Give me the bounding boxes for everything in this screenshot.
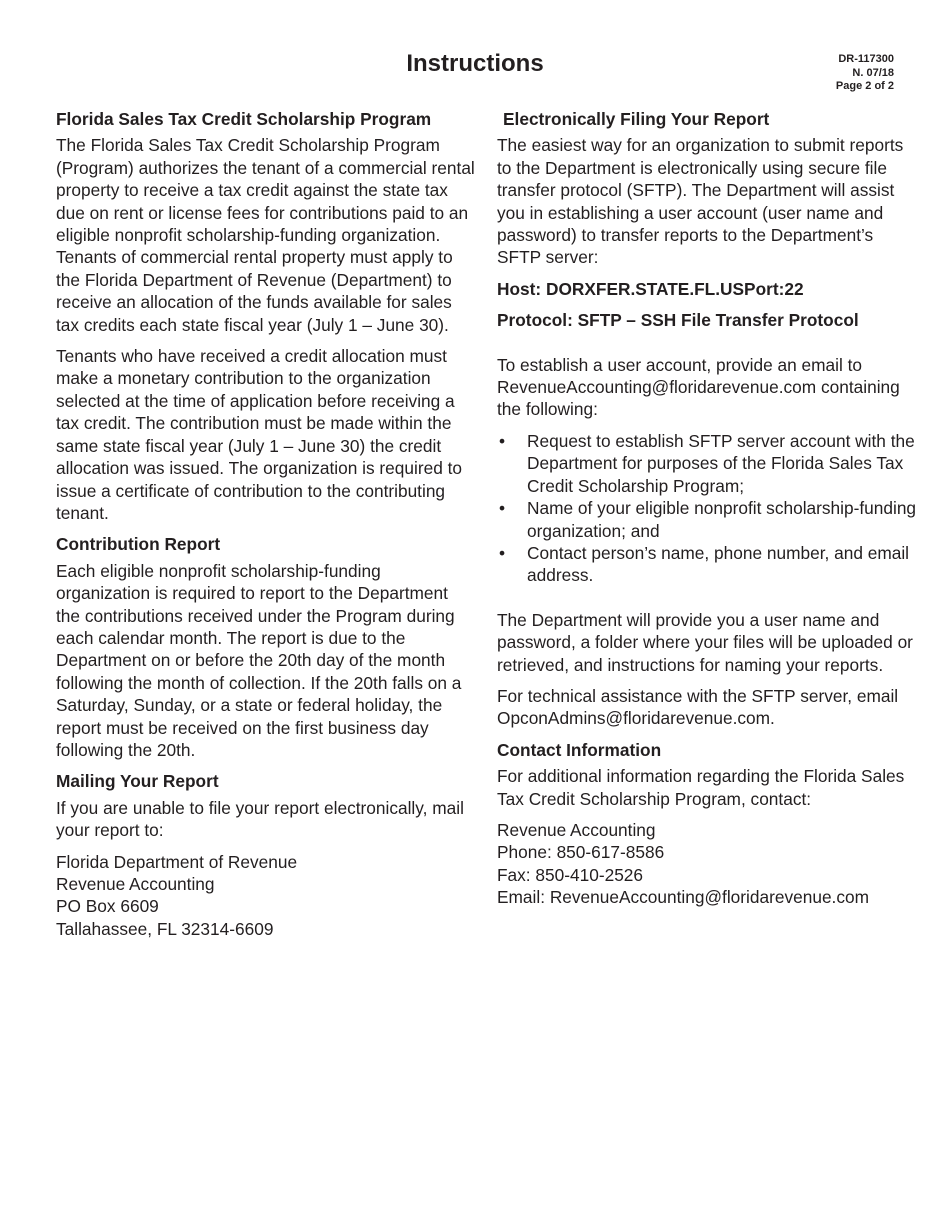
form-revision: N. 07/18 (852, 66, 894, 79)
contact-line: Email: RevenueAccounting@floridarevenue.com (497, 887, 870, 908)
contact-line: Revenue Accounting (497, 819, 656, 840)
contribution-paragraph: Each eligible nonprofit scholarship-funding organization is required to report to the Department the contributions received under the Program during each calendar month. The report is due to the Department on or before the 20th day of the month following the month of collection. If the 20th falls on a Saturday, Sunday, or a state or federal holiday, the report must be received on the first business day following the 20th. (56, 560, 462, 760)
bullet-icon: • (499, 498, 506, 519)
contact-line: Fax: 850-410-2526 (497, 864, 644, 885)
mailing-heading: Mailing Your Report (56, 771, 219, 792)
list-item (497, 497, 917, 542)
sftp-protocol: Protocol: SFTP – SSH File Transfer Protocol (497, 310, 859, 331)
efile-paragraph-4: For technical assistance with the SFTP server, email OpconAdmins@floridarevenue.com. (497, 685, 899, 729)
efile-paragraph-3: The Department will provide you a user name and password, a folder where your files will be uploaded or retrieved, and instructions for naming your reports. (497, 609, 913, 675)
contribution-heading: Contribution Report (56, 534, 221, 555)
program-heading: Florida Sales Tax Credit Scholarship Program (56, 109, 432, 129)
page-title: Instructions (406, 50, 544, 77)
bullet-icon: • (499, 430, 506, 451)
efile-paragraph-1: The easiest way for an organization to submit reports to the Department is electronically using secure file transfer protocol (SFTP). The Department will assist you in establishing a user account (user name and password) to transfer reports to the Department’s SFTP server: (497, 135, 904, 268)
list-item-text: Request to establish SFTP server account with the Department for purposes of the Florida Sales Tax Credit Scholarship Program; (527, 430, 915, 496)
program-paragraph-1: The Florida Sales Tax Credit Scholarship Program (Program) authorizes the tenant of a commercial rental property to receive a tax credit against the state tax due on rent or license fees for contributions paid to an eligible nonprofit scholarship-funding organization. Tenants of commercial rental property must apply to the Florida Department of Revenue (Department) to receive an allocation of the funds available for sales tax credits each state fiscal year (July 1 – June 30). (56, 135, 475, 335)
sftp-host: Host: DORXFER.STATE.FL.USPort:22 (497, 278, 804, 299)
left-column (56, 108, 476, 949)
page-number: Page 2 of 2 (835, 80, 894, 92)
address-line: Revenue Accounting (56, 874, 215, 894)
list-item-text: Contact person’s name, phone number, and email address. (527, 542, 910, 586)
list-item-text: Name of your eligible nonprofit scholarship-funding organization; and (527, 498, 917, 541)
efile-paragraph-2: To establish a user account, provide an email to RevenueAccounting@floridarevenue.com containing the following: (497, 354, 900, 420)
contact-heading: Contact Information (497, 739, 662, 760)
form-number: DR-117300 (838, 53, 894, 65)
mailing-address (56, 851, 476, 941)
list-item (497, 430, 917, 497)
efile-heading: Electronically Filing Your Report (503, 109, 770, 129)
right-column (497, 108, 917, 918)
list-item (497, 542, 917, 587)
requirements-list (497, 430, 917, 587)
bullet-icon: • (499, 542, 506, 563)
address-line: Florida Department of Revenue (56, 851, 298, 872)
form-identifier (836, 53, 894, 94)
mailing-paragraph: If you are unable to file your report electronically, mail your report to: (56, 797, 464, 841)
contact-paragraph: For additional information regarding the Florida Sales Tax Credit Scholarship Program, contact: (497, 766, 905, 809)
contact-details (497, 819, 917, 909)
address-line: PO Box 6609 (56, 896, 159, 917)
contact-line: Phone: 850-617-8586 (497, 842, 665, 863)
program-paragraph-2: Tenants who have received a credit allocation must make a monetary contribution to the organization selected at the time of application before receiving a tax credit. The contribution must be made within the same state fiscal year (July 1 – June 30) the credit allocation was issued. The organization is required to issue a certificate of contribution to the contributing tenant. (56, 346, 463, 523)
address-line: Tallahassee, FL 32314-6609 (56, 918, 274, 939)
